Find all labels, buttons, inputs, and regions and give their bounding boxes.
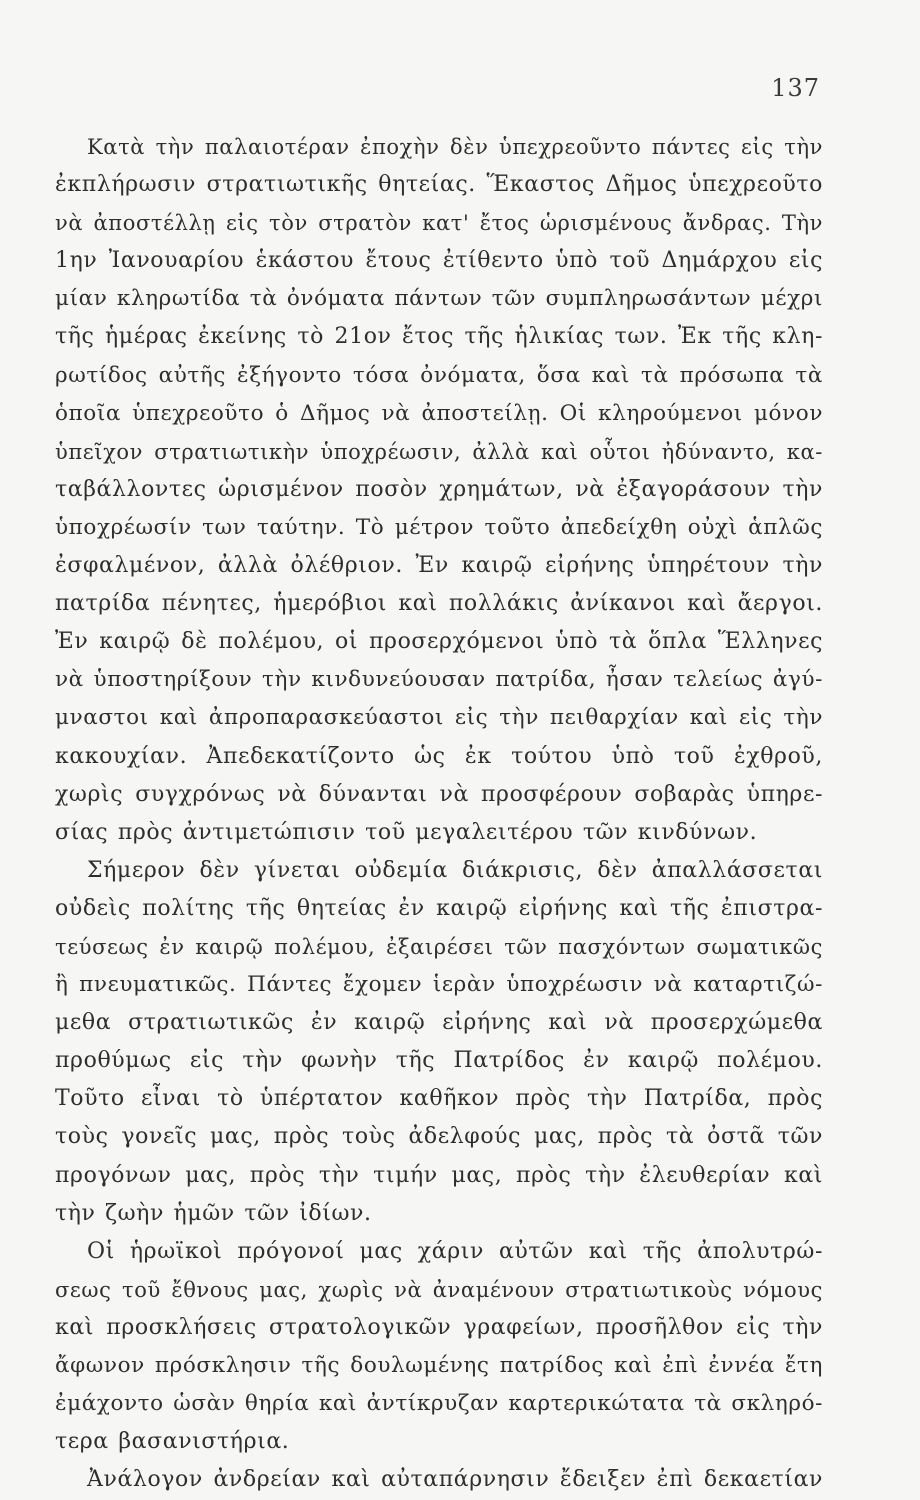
text-line: ὁποῖα ὑπεχρεοῦτο ὁ Δῆμος νὰ ἀποστείλῃ. Οἱ κληρούμενοι μόνον: [55, 400, 823, 426]
text-line: νὰ ὑποστηρίξουν τὴν κινδυνεύουσαν πατρίδα, ἦσαν τελείως ἀγύ-: [55, 667, 823, 693]
text-line: ἄφωνον πρόσκλησιν τῆς δουλωμένης πατρίδος καὶ ἐπὶ ἐννέα ἔτη: [55, 1353, 823, 1378]
text-line: τὴν ζωὴν ἡμῶν τῶν ἰδίων.: [55, 1200, 372, 1226]
text-line: Ἐν καιρῷ δὲ πολέμου, οἱ προσερχόμενοι ὑπὸ τὰ ὅπλα Ἕλληνες: [55, 629, 823, 655]
text-line: ταβάλλοντες ὡρισμένον ποσὸν χρημάτων, νὰ ἐξαγοράσουν τὴν: [55, 476, 823, 502]
text-line: Τοῦτο εἶναι τὸ ὑπέρτατον καθῆκον πρὸς τὴν Πατρίδα, πρὸς: [55, 1086, 823, 1112]
text-line: νὰ ἀποστέλλῃ εἰς τὸν στρατὸν κατ' ἔτος ὡρισμένους ἄνδρας. Τὴν: [55, 211, 823, 236]
text-line: ὑποχρέωσίν των ταύτην. Τὸ μέτρον τοῦτο ἀπεδείχθη οὐχὶ ἁπλῶς: [55, 514, 823, 540]
text-line: τεύσεως ἐν καιρῷ πολέμου, ἐξαιρέσει τῶν πασχόντων σωματικῶς: [55, 934, 823, 959]
text-line: ἐμάχοντο ὡσὰν θηρία καὶ ἀντίκρυζαν καρτερικώτατα τὰ σκληρό-: [55, 1391, 823, 1417]
text-line: καὶ προσκλήσεις στρατολογικῶν γραφείων, προσῆλθον εἰς τὴν: [55, 1314, 823, 1340]
text-line: μίαν κληρωτίδα τὰ ὀνόματα πάντων τῶν συμπληρωσάντων μέχρι: [55, 286, 823, 312]
text-line: προγόνων μας, πρὸς τὴν τιμήν μας, πρὸς τὴν ἐλευθερίαν καὶ: [55, 1162, 823, 1188]
text-line: χωρὶς συγχρόνως νὰ δύνανται νὰ προσφέρουν σοβαρὰς ὑπηρε-: [55, 781, 823, 807]
text-line: οὐδεὶς πολίτης τῆς θητείας ἐν καιρῷ εἰρήνης καὶ τῆς ἐπιστρα-: [55, 895, 823, 921]
text-line: ρωτίδος αὐτῆς ἐξήγοντο τόσα ὀνόματα, ὅσα καὶ τὰ πρόσωπα τὰ: [55, 362, 823, 388]
text-line: προθύμως εἰς τὴν φωνὴν τῆς Πατρίδος ἐν καιρῷ πολέμου.: [55, 1048, 823, 1074]
text-line: ἐκπλήρωσιν στρατιωτικῆς θητείας. Ἕκαστος Δῆμος ὑπεχρεοῦτο: [55, 172, 823, 198]
text-line: μναστοι καὶ ἀπροπαρασκεύαστοι εἰς τὴν πειθαρχίαν καὶ εἰς τὴν: [55, 705, 823, 731]
text-line: τῆς ἡμέρας ἐκείνης τὸ 21ον ἔτος τῆς ἡλικίας των. Ἐκ τῆς κλη-: [55, 324, 823, 350]
text-line: πατρίδα πένητες, ἡμερόβιοι καὶ πολλάκις ἀνίκανοι καὶ ἄεργοι.: [55, 591, 823, 617]
text-line: ἢ πνευματικῶς. Πάντες ἔχομεν ἱερὰν ὑποχρέωσιν νὰ καταρτιζώ-: [55, 972, 823, 998]
page-number: 137: [771, 74, 820, 102]
text-line: ὑπεῖχον στρατιωτικὴν ὑποχρέωσιν, ἀλλὰ καὶ οὗτοι ἠδύναντο, κα-: [55, 439, 823, 464]
text-line: μεθα στρατιωτικῶς ἐν καιρῷ εἰρήνης καὶ νὰ προσερχώμεθα: [55, 1010, 823, 1036]
text-line: Σήμερον δὲν γίνεται οὐδεμία διάκρισις, δὲν ἀπαλλάσσεται: [87, 857, 823, 883]
text-line: Ἀνάλογον ἀνδρείαν καὶ αὐταπάρνησιν ἔδειξεν ἐπὶ δεκαετίαν: [87, 1467, 823, 1493]
text-line: σίας πρὸς ἀντιμετώπισιν τοῦ μεγαλειτέρου τῶν κινδύνων.: [55, 819, 758, 845]
text-line: τοὺς γονεῖς μας, πρὸς τοὺς ἀδελφούς μας, πρὸς τὰ ὀστᾶ τῶν: [55, 1124, 823, 1150]
text-line: 1ην Ἰανουαρίου ἑκάστου ἔτους ἐτίθεντο ὑπὸ τοῦ Δημάρχου εἰς: [55, 248, 823, 274]
text-line: τερα βασανιστήρια.: [55, 1429, 290, 1455]
text-line: ἐσφαλμένον, ἀλλὰ ὀλέθριον. Ἐν καιρῷ εἰρήνης ὑπηρέτουν τὴν: [55, 553, 823, 579]
body-text: [55, 128, 823, 1499]
text-line: σεως τοῦ ἔθνους μας, χωρὶς νὰ ἀναμένουν στρατιωτικοὺς νόμους: [55, 1277, 823, 1302]
text-line: Οἱ ἡρωϊκοὶ πρόγονοί μας χάριν αὐτῶν καὶ τῆς ἀπολυτρώ-: [87, 1238, 823, 1264]
text-line: κακουχίαν. Ἀπεδεκατίζοντο ὡς ἐκ τούτου ὑπὸ τοῦ ἐχθροῦ,: [55, 743, 823, 769]
text-line: Κατὰ τὴν παλαιοτέραν ἐποχὴν δὲν ὑπεχρεοῦντο πάντες εἰς τὴν: [87, 135, 823, 159]
